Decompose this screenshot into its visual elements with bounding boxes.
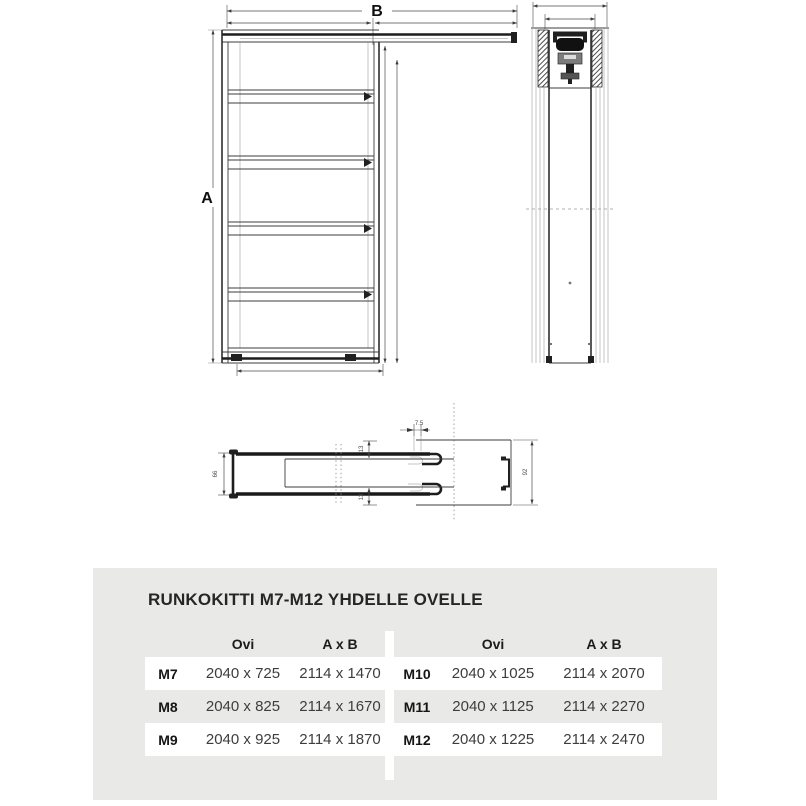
front-elevation-drawing — [198, 2, 517, 376]
model-cell: M11 — [403, 698, 431, 715]
ovi-cell: 2040 x 825 — [205, 698, 281, 715]
ovi-cell: 2040 x 725 — [205, 665, 281, 682]
axb-cell: 2114 x 2270 — [563, 698, 645, 715]
axb-cell: 2114 x 1870 — [299, 731, 381, 748]
jamb-hatch — [538, 30, 548, 87]
axb-cell: 2114 x 1470 — [299, 665, 381, 682]
roller-carriage — [553, 32, 587, 85]
spec-table-left — [145, 631, 385, 780]
frame-rail — [228, 90, 374, 103]
spec-panel — [93, 568, 717, 800]
model-cell: M8 — [158, 698, 178, 715]
frame-rail — [228, 156, 374, 169]
table-separator — [385, 631, 394, 780]
ovi-cell: 2040 x 1125 — [452, 698, 534, 715]
dim-label-pocket-depth: 66 — [213, 470, 219, 478]
table-row — [394, 723, 662, 756]
table-row — [145, 723, 385, 756]
table-header-row — [394, 631, 662, 657]
header-axb: A x B — [586, 636, 622, 652]
ovi-cell: 2040 x 1225 — [451, 731, 535, 748]
dim-label-a: A — [201, 190, 213, 207]
model-cell: M10 — [403, 665, 431, 682]
header-ovi: Ovi — [481, 636, 505, 652]
table-row — [394, 657, 662, 690]
header-ovi: Ovi — [231, 636, 255, 652]
dim-label-offset-top: 13 — [359, 445, 365, 453]
model-cell: M9 — [158, 731, 178, 748]
model-cell: M12 — [403, 731, 431, 748]
model-cell: M7 — [158, 665, 178, 682]
axb-cell: 2114 x 1670 — [299, 698, 381, 715]
table-row — [394, 690, 662, 723]
spec-table-right — [394, 631, 662, 780]
table-header-row — [145, 631, 385, 657]
dim-label-gap: 7.5 — [414, 421, 424, 427]
side-section-drawing — [526, 2, 614, 363]
axb-cell: 2114 x 2470 — [563, 731, 645, 748]
header-axb: A x B — [322, 636, 358, 652]
axb-cell: 2114 x 2070 — [563, 665, 645, 682]
panel-title: RUNKOKITTI M7-M12 YHDELLE OVELLE — [148, 590, 483, 609]
dim-label-offset-bottom: 13 — [359, 493, 365, 501]
plan-section-drawing — [213, 403, 538, 522]
table-row — [145, 690, 385, 723]
dim-label-wall-depth: 92 — [523, 468, 529, 476]
frame-rail — [228, 288, 374, 301]
spec-table — [145, 631, 662, 780]
table-row — [145, 657, 385, 690]
frame-rail — [228, 222, 374, 235]
ovi-cell: 2040 x 925 — [205, 731, 281, 748]
ovi-cell: 2040 x 1025 — [451, 665, 535, 682]
dim-label-b: B — [371, 3, 383, 20]
jamb-hatch — [592, 30, 602, 87]
